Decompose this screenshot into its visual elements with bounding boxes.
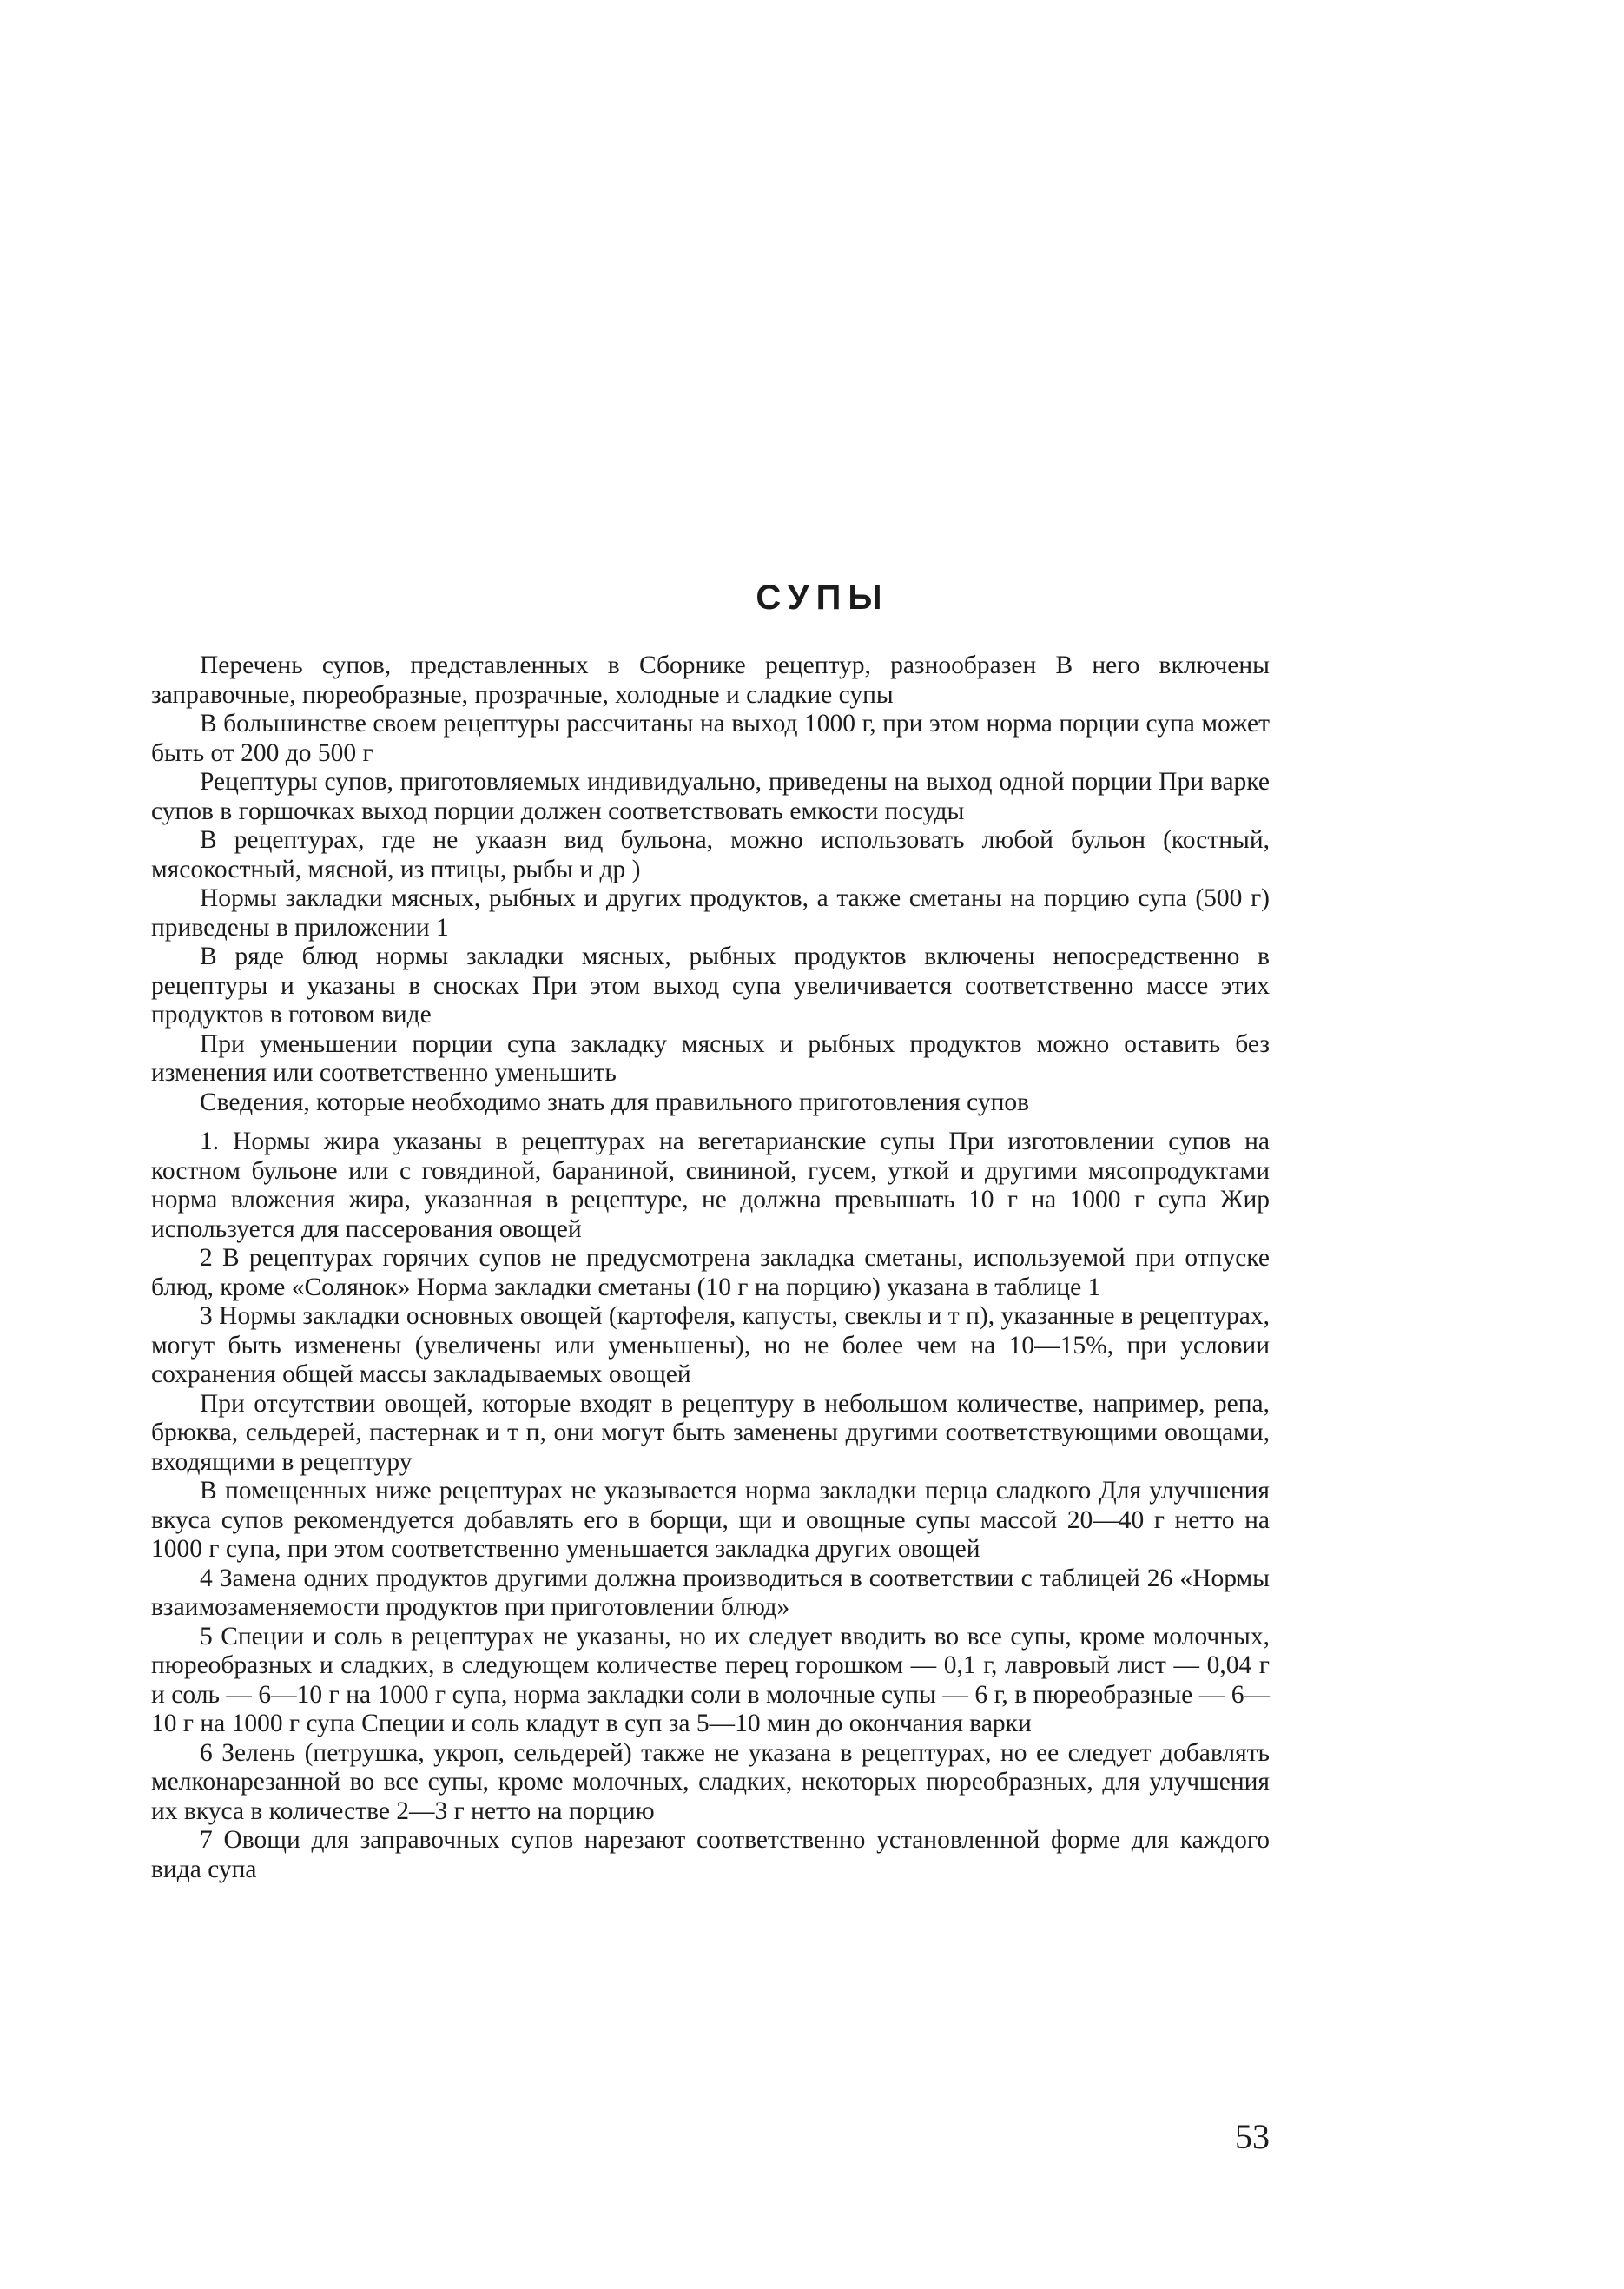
rule-item-4-substitution: 4 Замена одних продуктов другими должна производиться в соответствии с таблицей 26 «Нормы взаимозаменяемости продуктов при приготовлении блюд»: [151, 1564, 1270, 1621]
paragraph-intro: Перечень супов, представленных в Сборнике рецептур, разнообразен В него включены заправочные, пюреобразные, прозрачные, холодные и сладкие супы: [151, 652, 1270, 709]
paragraph-norms-appendix: Нормы закладки мясных, рыбных и других продуктов, а также сметаны на порцию супа (500 г) приведены в приложении 1: [151, 884, 1270, 942]
page-number: 53: [1235, 2117, 1270, 2156]
paragraph-sweet-pepper: В помещенных ниже рецептурах не указывается норма закладки перца сладкого Для улучшения вкуса супов рекомендуется добавлять его в борщи, щи и овощные супы массой 20—40 г нетто на 1000 г супа, при этом соответственно уменьшается закладка других овощей: [151, 1477, 1270, 1563]
rule-item-7-cutting: 7 Овощи для заправочных супов нарезают соответственно установленной форме для каждого вида супа: [151, 1826, 1270, 1883]
paragraph-footnotes: В ряде блюд нормы закладки мясных, рыбных продуктов включены непосредственно в рецептуры и указаны в сносках При этом выход супа увеличивается соответственно массе этих продуктов в готовом виде: [151, 943, 1270, 1029]
paragraph-yield: В большинстве своем рецептуры рассчитаны на выход 1000 г, при этом норма порции супа может быть от 200 до 500 г: [151, 710, 1270, 767]
rule-item-5-spices-salt: 5 Специи и соль в рецептурах не указаны, но их следует вводить во все супы, кроме молочных, пюреобразных и сладких, в следующем количестве перец горошком — 0,1 г, лавровый лист — 0,04 г и соль — 6—10 г на 1000 г супа, норма закладки соли в молочные супы — 6 г, в пюреобразные — 6—10 г на 1000 г супа Специи и соль кладут в суп за 5—10 мин до окончания варки: [151, 1622, 1270, 1737]
rule-item-3-vegetables: 3 Нормы закладки основных овощей (картофеля, капусты, свеклы и т п), указанные в рецептурах, могут быть изменены (увеличены или уменьшены), но не более чем на 10—15%, при условии сохранения общей массы закладываемых овощей: [151, 1302, 1270, 1388]
page-body-text: [151, 652, 1270, 1884]
paragraph-substitute-vegetables: При отсутствии овощей, которые входят в рецептуру в небольшом количестве, например, репа, брюква, сельдерей, пастернак и т п, они могут быть заменены другими соответствующими овощами, входящими в рецептуру: [151, 1389, 1270, 1476]
paragraph-individual-portions: Рецептуры супов, приготовляемых индивидуально, приведены на выход одной порции При варке супов в горшочках выход порции должен соответствовать емкости посуды: [151, 768, 1270, 825]
rule-item-6-greens: 6 Зелень (петрушка, укроп, сельдерей) также не указана в рецептурах, но ее следует добавлять мелконарезанной во все супы, кроме молочных, сладких, некоторых пюреобразных, для улучшения их вкуса в количестве 2—3 г нетто на порцию: [151, 1738, 1270, 1825]
section-title: СУПЫ: [756, 579, 889, 617]
paragraph-guidelines-heading: Сведения, которые необходимо знать для правильного приготовления супов: [200, 1088, 1030, 1116]
rule-item-1-fat: 1. Нормы жира указаны в рецептурах на вегетарианские супы При изготовлении супов на костном бульоне или с говядиной, бараниной, свининой, гусем, уткой и другими мясопродуктами норма вложения жира, указанная в рецептуре, не должна превышать 10 г на 1000 г супа Жир используется для пассерования овощей: [151, 1128, 1270, 1243]
paragraph-reduce-portion: При уменьшении порции супа закладку мясных и рыбных продуктов можно оставить без изменения или соответственно уменьшить: [151, 1029, 1270, 1087]
rule-item-2-sour-cream: 2 В рецептурах горячих супов не предусмотрена закладка сметаны, используемой при отпуске блюд, кроме «Солянок» Норма закладки сметаны (10 г на порцию) указана в таблице 1: [151, 1244, 1270, 1301]
paragraph-broth: В рецептурах, где не укаазн вид бульона, можно использовать любой бульон (костный, мясокостный, мясной, из птицы, рыбы и др ): [151, 826, 1270, 883]
